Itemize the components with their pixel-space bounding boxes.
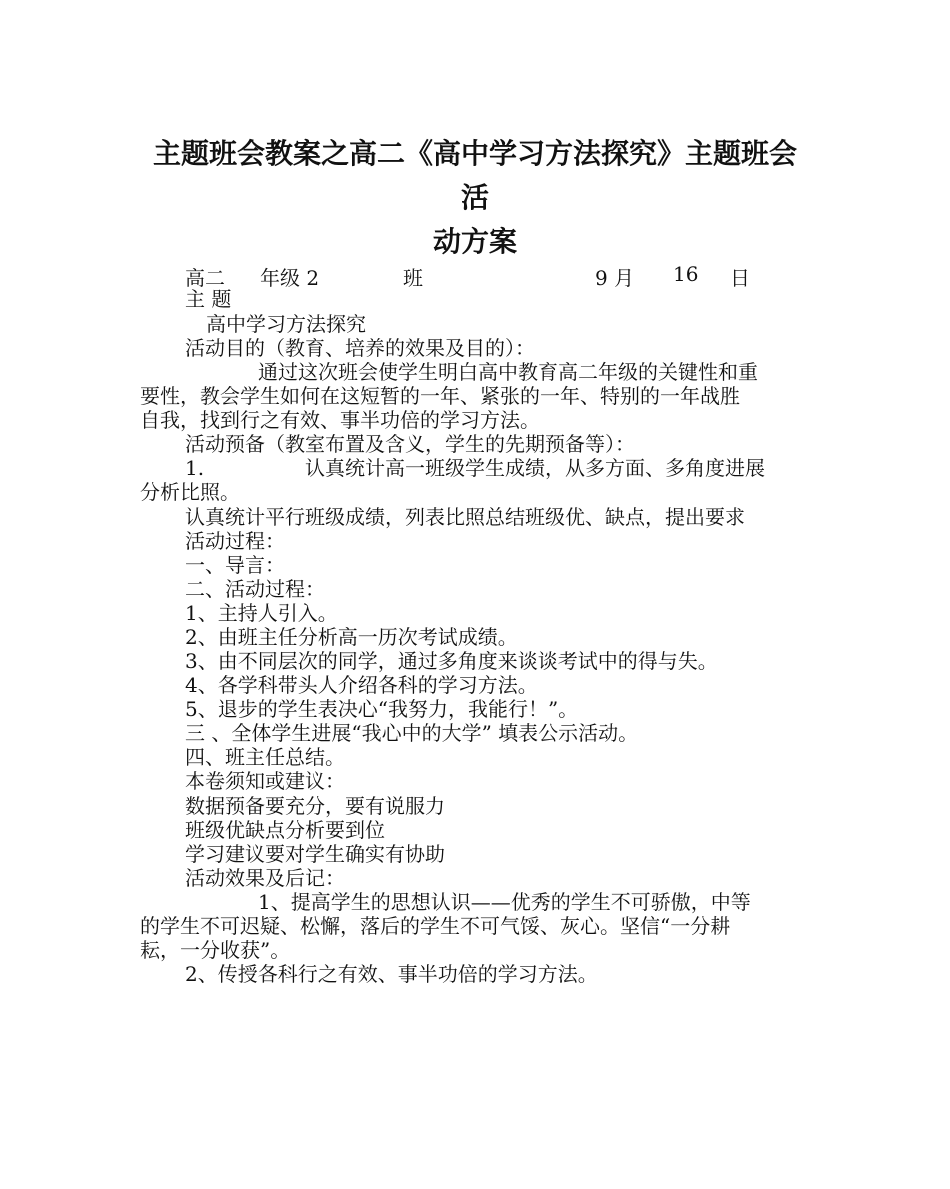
- purpose-label: 活动目的（教育、培养的效果及目的）：: [185, 336, 535, 360]
- class-unit: 班: [403, 266, 423, 290]
- effect-1-line-1: 1、提高学生的思想认识——优秀的学生不可骄傲，中等: [258, 890, 751, 914]
- title-line-2: 动方案: [432, 225, 517, 258]
- prep-item-1-text: 认真统计高一班级学生成绩，从多方面、多角度进展: [305, 456, 765, 480]
- grade-label: 高二: [185, 266, 225, 290]
- process-item-2: 2、由班主任分析高一历次考试成绩。: [185, 625, 518, 649]
- step-four: 四、班主任总结。: [185, 745, 345, 769]
- theme-value: 高中学习方法探究: [206, 312, 366, 336]
- prep-item-2: 认真统计平行班级成绩，列表比照总结班级优、缺点，提出要求: [185, 505, 745, 529]
- process-item-3: 3、由不同层次的同学，通过多角度来谈谈考试中的得与失。: [185, 649, 718, 673]
- month: 9 月: [595, 266, 635, 290]
- step-intro: 一、导言：: [185, 553, 285, 577]
- process-label: 活动过程：: [185, 529, 285, 553]
- process-item-4: 4、各学科带头人介绍各科的学习方法。: [185, 673, 538, 697]
- note-1: 数据预备要充分，要有说服力: [185, 794, 445, 818]
- document-title: [140, 132, 810, 264]
- step-three: 三 、全体学生进展“我心中的大学” 填表公示活动。: [185, 721, 639, 745]
- day-unit: 日: [730, 266, 750, 290]
- step-process: 二、活动过程：: [185, 577, 325, 601]
- purpose-paragraph-line-3: 自我，找到行之有效、事半功倍的学习方法。: [140, 408, 540, 432]
- process-item-5: 5、退步的学生表决心“我努力，我能行！”。: [185, 697, 579, 721]
- prep-item-1-number: 1.: [185, 456, 205, 480]
- title-line-1: 主题班会教案之高二《高中学习方法探究》主题班会活: [152, 137, 797, 214]
- effect-1-line-2: 的学生不可迟疑、松懈，落后的学生不可气馁、灰心。坚信“一分耕: [140, 914, 731, 938]
- prep-item-1-continuation: 分析比照。: [140, 480, 240, 504]
- effect-label: 活动效果及后记：: [185, 866, 345, 890]
- notes-label: 本卷须知或建议：: [185, 769, 345, 793]
- day-number: 16: [673, 262, 699, 286]
- grade-unit: 年级 2: [260, 266, 320, 290]
- purpose-paragraph-line-1: 通过这次班会使学生明白高中教育高二年级的关键性和重: [258, 360, 758, 384]
- effect-1-line-3: 耘，一分收获”。: [140, 938, 291, 962]
- note-2: 班级优缺点分析要到位: [185, 818, 385, 842]
- class-info-row: [185, 262, 765, 288]
- process-item-1: 1、主持人引入。: [185, 601, 338, 625]
- effect-2: 2、传授各科行之有效、事半功倍的学习方法。: [185, 962, 598, 986]
- note-3: 学习建议要对学生确实有协助: [185, 842, 445, 866]
- prep-label: 活动预备（教室布置及含义，学生的先期预备等）：: [185, 432, 635, 456]
- purpose-paragraph-line-2: 要性，教会学生如何在这短暂的一年、紧张的一年、特别的一年战胜: [140, 384, 740, 408]
- theme-label: 主 题: [185, 287, 232, 311]
